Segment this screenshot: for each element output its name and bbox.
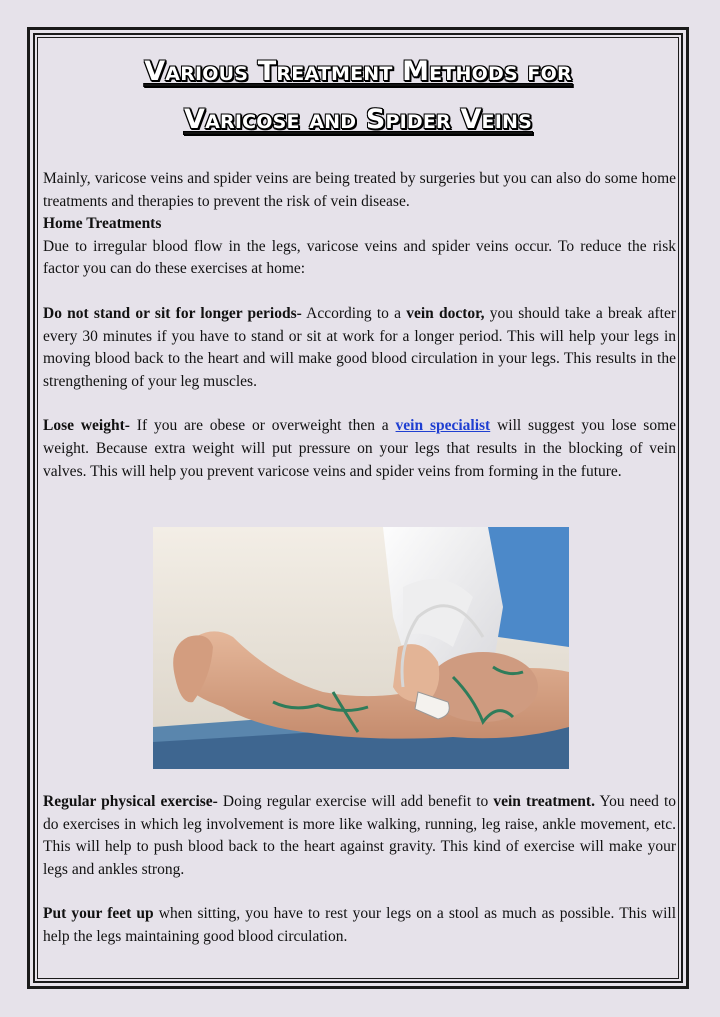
stand-sit-heading: Do not stand or sit for longer periods-	[43, 304, 302, 322]
feet-up-paragraph	[43, 903, 676, 948]
stand-sit-paragraph	[43, 303, 676, 393]
home-treatments-heading	[43, 213, 676, 236]
lose-weight-paragraph	[43, 415, 676, 483]
vein-treatment-term: vein treatment.	[493, 793, 595, 810]
exercise-pre: Doing regular exercise will add benefit to	[222, 793, 489, 810]
title-line-1: Various Treatment Methods for	[144, 56, 572, 87]
exercise-heading: Regular physical exercise-	[43, 793, 218, 810]
exercise-text: You need to do exercises in which leg involvement is more like walking, running, leg raise, ankle movement, etc. This will help to push blood back to the heart against gravity. This kind of exercise will make your legs and ankles strong.	[43, 793, 677, 878]
article-body-bottom	[43, 791, 676, 949]
title-line-2: Varicose and Spider Veins	[184, 104, 532, 135]
page-title	[40, 48, 676, 144]
vein-specialist-link[interactable]: vein specialist	[395, 417, 491, 435]
home-treatments-paragraph: Due to irregular blood flow in the legs, varicose veins and spider veins occur. To reduce the risk factor you can do these exercises at home:	[43, 237, 676, 278]
article-body-top	[43, 168, 676, 483]
feet-up-text: when sitting, you have to rest your legs on a stool as much as possible. This will help the legs maintaining good blood circulation.	[43, 905, 677, 945]
ultrasound-leg-photo	[153, 527, 569, 769]
lose-weight-pre: If you are obese or overweight then a	[136, 417, 389, 435]
leg-photo-illustration	[153, 527, 569, 769]
stand-sit-pre: According to a	[306, 304, 401, 322]
lose-weight-text: will suggest you lose some weight. Because extra weight will put pressure on your legs that results in the blocking of vein valves. This will help you prevent varicose veins and spider veins from forming in the future.	[43, 417, 677, 480]
vein-doctor-term: vein doctor,	[406, 304, 485, 322]
feet-up-heading: Put your feet up	[43, 905, 154, 923]
exercise-paragraph	[43, 791, 676, 881]
stand-sit-text: you should take a break after every 30 minutes if you have to stand or sit at work for a longer period. This will help your legs in moving blood back to the heart and will make good blood circulation in your legs. This results in the strengthening of your leg muscles.	[43, 304, 676, 390]
lose-weight-heading: Lose weight-	[43, 417, 130, 435]
intro-paragraph: Mainly, varicose veins and spider veins are being treated by surgeries but you can also do some home treatments and therapies to prevent the risk of vein disease.	[43, 170, 676, 210]
home-treatments-heading-text: Home Treatments	[43, 215, 162, 233]
